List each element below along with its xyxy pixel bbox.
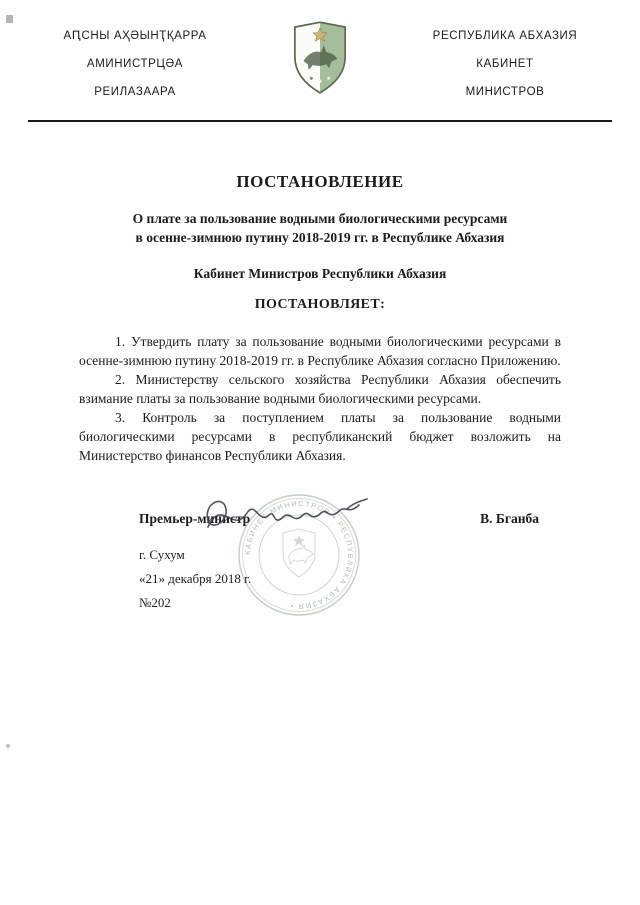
body-paragraph: 2. Министерству сельского хозяйства Республики Абхазия обеспечить взимание платы за пользование водными биологическими ресурсами. xyxy=(79,372,561,406)
scan-artifact xyxy=(6,744,10,748)
subject-line2: в осенне-зимнюю путину 2018-2019 гг. в Республике Абхазия xyxy=(135,230,505,245)
scan-artifact xyxy=(6,15,13,23)
org-name-russian-line3: МИНИСТРОВ xyxy=(465,86,545,98)
resolution-word: ПОСТАНОВЛЯЕТ: xyxy=(254,297,386,312)
org-name-russian-line2: КАБИНЕТ xyxy=(476,58,534,70)
org-name-russian-line1: РЕСПУБЛИКА АБХАЗИЯ xyxy=(432,30,578,42)
body-paragraph: 1. Утвердить плату за пользование водными биологическими ресурсами в осенне-зимнюю путину 2018-2019 гг. в Республике Абхазия согласно Приложению. xyxy=(79,334,561,368)
coat-of-arms xyxy=(285,16,355,96)
org-name-abkhaz-line3: РЕИЛАЗААРА xyxy=(94,86,176,98)
issuer-line: Кабинет Министров Республики Абхазия xyxy=(193,266,447,281)
document-subject xyxy=(79,209,561,247)
stamp-circular-text: КАБИНЕТ МИНИСТРОВ • РЕСПУБЛИКА АБХАЗИЯ • xyxy=(242,498,356,612)
org-name-abkhaz-line1: АԤСНЫ АҲӘЫНҬҚАРРА xyxy=(63,30,207,42)
letterhead-left xyxy=(30,16,240,106)
letterhead xyxy=(0,0,640,106)
org-name-abkhaz-line2: АМИНИСТРЦӘА xyxy=(86,58,184,70)
signature-autograph xyxy=(197,487,372,549)
signatory-name: В. Бганба xyxy=(480,511,539,526)
document-body xyxy=(79,172,561,614)
city-line: г. Сухум xyxy=(139,547,185,562)
body-paragraph: 3. Контроль за поступлением платы за пользование водными биологическими ресурсами в республиканский бюджет возложить на Министерство финансов Республики Абхазия. xyxy=(79,410,561,463)
subject-line1: О плате за пользование водными биологическими ресурсами xyxy=(132,211,508,226)
letterhead-right xyxy=(400,16,610,106)
resolution-paragraphs xyxy=(79,332,561,465)
date-line: «21» декабря 2018 г. xyxy=(139,571,252,586)
signature-role: Премьер-министр xyxy=(139,511,251,526)
header-divider xyxy=(28,120,612,122)
signature-icon xyxy=(197,487,372,545)
coat-of-arms-icon xyxy=(291,20,349,96)
number-line: №202 xyxy=(139,595,171,610)
signature-row xyxy=(79,511,561,527)
document-title: ПОСТАНОВЛЕНИЕ xyxy=(236,172,404,191)
footer-block xyxy=(79,543,561,614)
